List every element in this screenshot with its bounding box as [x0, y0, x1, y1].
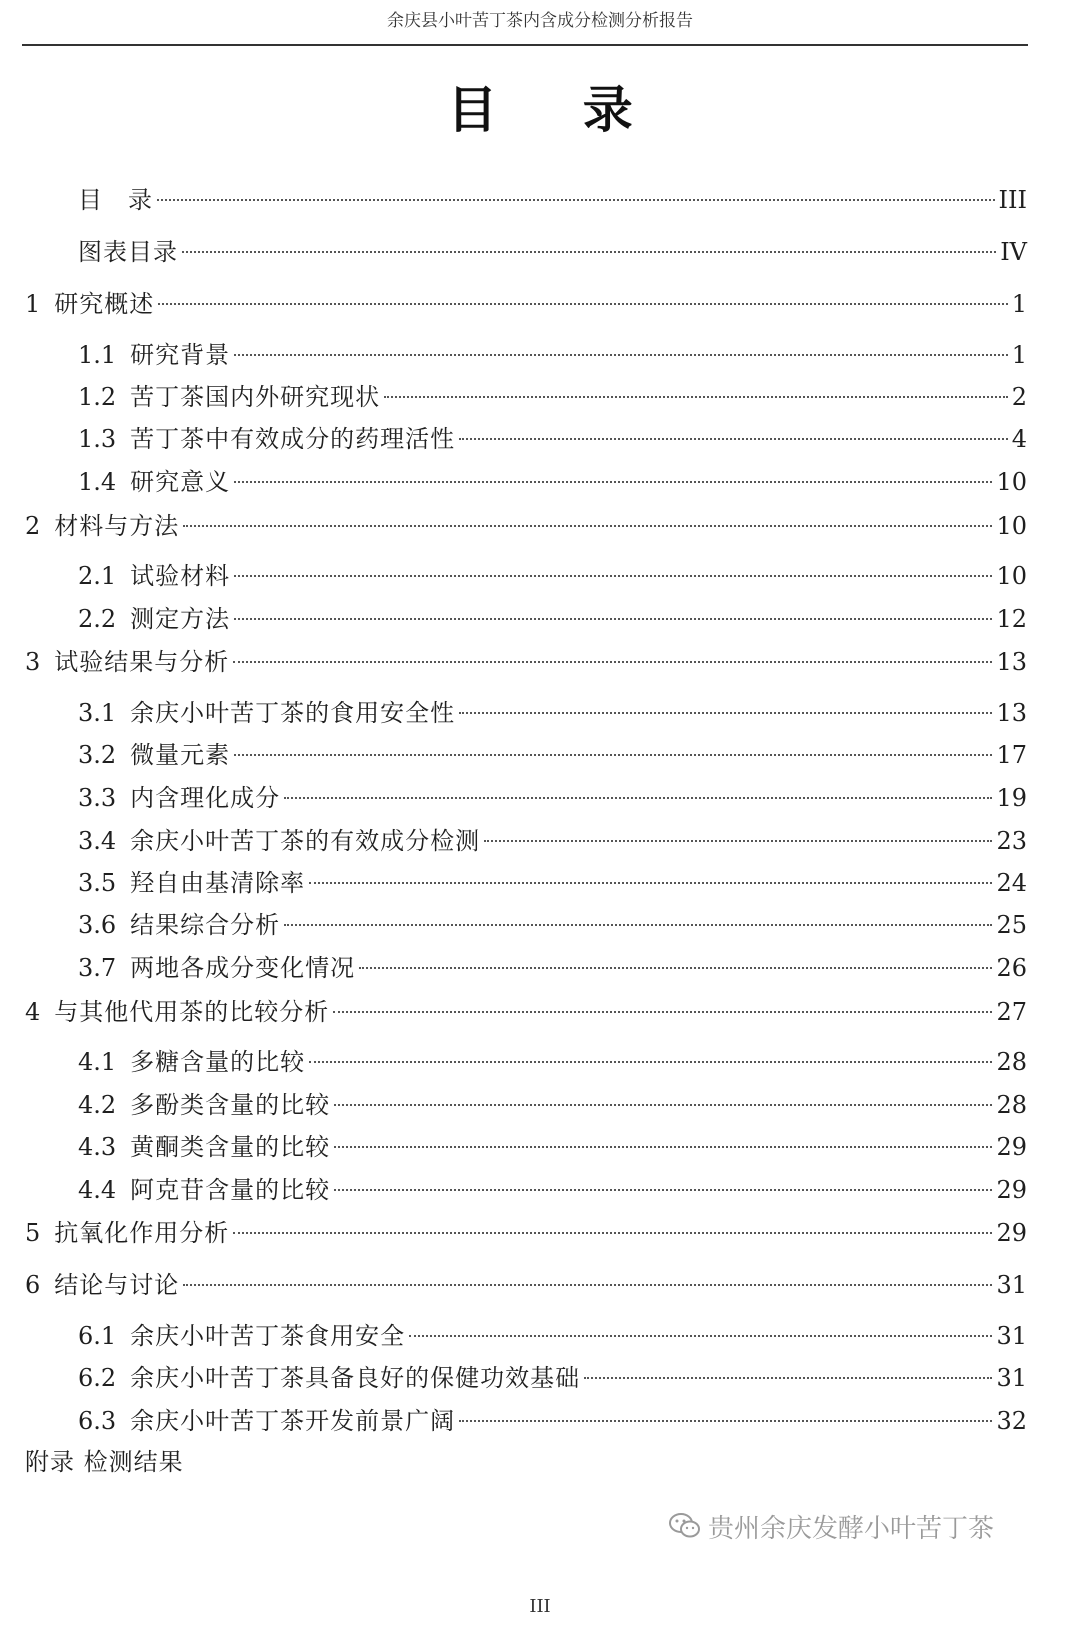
toc-dot-leader: [459, 1420, 992, 1422]
toc-dot-leader: [334, 1104, 992, 1106]
toc-entry-page: 10: [996, 562, 1027, 590]
toc-entry[interactable]: [0, 950, 1027, 986]
toc-entry-title: 余庆小叶苦丁茶具备良好的保健功效基础: [130, 1364, 581, 1392]
toc-entry[interactable]: [0, 865, 1027, 901]
toc-dot-leader: [234, 481, 992, 483]
toc-entry-number: 1: [25, 290, 41, 318]
toc-entry-title: 内含理化成分: [130, 784, 281, 812]
toc-entry-title: 余庆小叶苦丁茶的有效成分检测: [130, 827, 481, 855]
toc-dot-leader: [409, 1335, 992, 1337]
toc-dot-leader: [234, 575, 992, 577]
toc-entry-number: 4.1: [78, 1048, 117, 1076]
toc-entry-title: 研究背景: [130, 341, 231, 369]
toc-entry[interactable]: [0, 1215, 1027, 1251]
toc-entry-title: 微量元素: [130, 741, 231, 769]
toc-dot-leader: [233, 661, 992, 663]
toc-entry-page: 19: [996, 784, 1027, 812]
toc-entry-page: 29: [996, 1176, 1027, 1204]
toc-entry-number: 1.2: [78, 383, 117, 411]
toc-entry-number: 1.4: [78, 468, 117, 496]
toc-entry-title: 研究概述: [54, 290, 155, 318]
toc-entry-page: 17: [996, 741, 1027, 769]
toc-entry-number: 3.7: [78, 954, 117, 982]
toc-entry[interactable]: [0, 337, 1027, 373]
toc-entry-page: 25: [996, 911, 1027, 939]
toc-entry-number: 5: [25, 1219, 41, 1247]
toc-entry-title: 羟自由基清除率: [130, 869, 306, 897]
toc-entry-title: 图表目录: [78, 238, 178, 266]
toc-dot-leader: [183, 525, 992, 527]
toc-entry-page: 23: [996, 827, 1027, 855]
watermark: [668, 1506, 994, 1546]
toc-entry-page: 2: [1011, 383, 1027, 411]
toc-entry-title: 余庆小叶苦丁茶开发前景广阔: [130, 1407, 456, 1435]
toc-entry[interactable]: [0, 182, 1027, 218]
toc-entry[interactable]: [0, 1172, 1027, 1208]
toc-dot-leader: [309, 1061, 992, 1063]
toc-entry-page: 29: [996, 1219, 1027, 1247]
toc-entry-number: 3: [25, 648, 41, 676]
toc-dot-leader: [183, 1284, 992, 1286]
toc-entry-title: 苦丁茶中有效成分的药理活性: [130, 425, 456, 453]
toc-entry-number: 3.3: [78, 784, 117, 812]
toc-entry[interactable]: [0, 601, 1027, 637]
toc-entry-number: 2.1: [78, 562, 117, 590]
toc-entry-page: 27: [996, 998, 1027, 1026]
toc-entry-page: 31: [996, 1271, 1027, 1299]
toc-entry-number: 3.5: [78, 869, 117, 897]
toc-entry-page: 1: [1011, 290, 1027, 318]
toc-dot-leader: [158, 303, 1007, 305]
toc-entry-title: 抗氧化作用分析: [54, 1219, 230, 1247]
toc-entry[interactable]: [0, 1267, 1027, 1303]
toc-dot-leader: [359, 967, 992, 969]
toc-entry[interactable]: [0, 1318, 1027, 1354]
toc-entry[interactable]: [0, 823, 1027, 859]
toc-entry[interactable]: [0, 994, 1027, 1030]
toc-entry-title: 试验结果与分析: [54, 648, 230, 676]
toc-entry-page: 32: [996, 1407, 1027, 1435]
toc-entry[interactable]: [0, 737, 1027, 773]
toc-entry-number: 3.6: [78, 911, 117, 939]
toc-dot-leader: [234, 754, 992, 756]
toc-dot-leader: [234, 354, 1008, 356]
toc-entry-number: 6.2: [78, 1364, 117, 1392]
toc-entry-number: 1.3: [78, 425, 117, 453]
toc-entry[interactable]: [0, 780, 1027, 816]
toc-dot-leader: [459, 712, 992, 714]
toc-entry-title: 试验材料: [130, 562, 231, 590]
toc-entry[interactable]: [0, 508, 1027, 544]
toc-entry-page: 10: [996, 468, 1027, 496]
toc-entry[interactable]: [0, 1087, 1027, 1123]
toc-entry[interactable]: [0, 558, 1027, 594]
toc-entry[interactable]: [0, 1403, 1027, 1439]
toc-dot-leader: [333, 1011, 992, 1013]
toc-entry[interactable]: [0, 1044, 1027, 1080]
toc-entry-number: 4.4: [78, 1176, 117, 1204]
toc-entry-title: 多酚类含量的比较: [130, 1091, 331, 1119]
toc-entry-page: 12: [996, 605, 1027, 633]
toc-entry[interactable]: [0, 379, 1027, 415]
toc-entry-title: 余庆小叶苦丁茶食用安全: [130, 1322, 406, 1350]
toc-dot-leader: [234, 618, 992, 620]
page-title: 目 录: [447, 80, 667, 139]
toc-entry-number: 4.3: [78, 1133, 117, 1161]
running-header: 余庆县小叶苦丁茶内含成分检测分析报告: [387, 11, 693, 31]
toc-dot-leader: [233, 1232, 992, 1234]
toc-entry-number: 3.1: [78, 699, 117, 727]
toc-entry[interactable]: [0, 1129, 1027, 1165]
appendix-entry[interactable]: 附录 检测结果: [25, 1448, 184, 1476]
toc-entry-title: 苦丁茶国内外研究现状: [130, 383, 381, 411]
toc-entry-title: 研究意义: [130, 468, 231, 496]
toc-entry-page: 24: [996, 869, 1027, 897]
toc-entry[interactable]: [0, 421, 1027, 457]
toc-entry-number: 1.1: [78, 341, 117, 369]
toc-dot-leader: [584, 1377, 992, 1379]
toc-entry-page: III: [998, 186, 1027, 214]
toc-entry-page: 1: [1011, 341, 1027, 369]
toc-entry-title: 测定方法: [130, 605, 231, 633]
toc-entry-title: 与其他代用茶的比较分析: [54, 998, 330, 1026]
toc-entry-number: 2: [25, 512, 41, 540]
toc-dot-leader: [484, 840, 992, 842]
toc-entry-page: 31: [996, 1322, 1027, 1350]
toc-dot-leader: [334, 1146, 992, 1148]
toc-entry[interactable]: [0, 1360, 1027, 1396]
toc-entry[interactable]: [0, 695, 1027, 731]
toc-entry[interactable]: [0, 234, 1027, 270]
toc-dot-leader: [334, 1189, 992, 1191]
toc-entry-page: 29: [996, 1133, 1027, 1161]
toc-entry-title: 黄酮类含量的比较: [130, 1133, 331, 1161]
toc-entry-number: 6.1: [78, 1322, 117, 1350]
toc-entry-title: 材料与方法: [54, 512, 180, 540]
toc-entry-title: 两地各成分变化情况: [130, 954, 356, 982]
toc-entry-title: 结论与讨论: [54, 1271, 180, 1299]
toc-entry-page: 26: [996, 954, 1027, 982]
toc-entry-number: 2.2: [78, 605, 117, 633]
toc-entry-number: 3.2: [78, 741, 117, 769]
toc-entry-title: 多糖含量的比较: [130, 1048, 306, 1076]
wechat-icon: [668, 1511, 702, 1541]
toc-dot-leader: [459, 438, 1008, 440]
toc-entry[interactable]: [0, 907, 1027, 943]
toc-entry-page: 31: [996, 1364, 1027, 1392]
toc-dot-leader: [384, 396, 1008, 398]
toc-entry-title: 余庆小叶苦丁茶的食用安全性: [130, 699, 456, 727]
toc-entry-number: 6: [25, 1271, 41, 1299]
toc-entry-title: 阿克苷含量的比较: [130, 1176, 331, 1204]
toc-dot-leader: [309, 882, 992, 884]
toc-entry-page: 28: [996, 1091, 1027, 1119]
toc-entry-title: 结果综合分析: [130, 911, 281, 939]
toc-entry-page: 28: [996, 1048, 1027, 1076]
toc-dot-leader: [284, 797, 992, 799]
toc-dot-leader: [182, 251, 996, 253]
toc-entry-number: 4.2: [78, 1091, 117, 1119]
page-number: III: [529, 1596, 551, 1617]
toc-entry-title: 目 录: [78, 186, 153, 214]
toc-entry-page: 4: [1011, 425, 1027, 453]
toc-entry-page: 10: [996, 512, 1027, 540]
toc-entry-page: 13: [996, 699, 1027, 727]
toc-entry[interactable]: [0, 464, 1027, 500]
toc-dot-leader: [284, 924, 992, 926]
toc-entry-page: IV: [1000, 238, 1027, 266]
toc-entry[interactable]: [0, 286, 1027, 322]
toc-entry-number: 3.4: [78, 827, 117, 855]
toc-entry[interactable]: [0, 644, 1027, 680]
toc-entry-number: 6.3: [78, 1407, 117, 1435]
toc-dot-leader: [157, 199, 995, 201]
toc-entry-number: 4: [25, 998, 41, 1026]
watermark-text: 贵州余庆发酵小叶苦丁茶: [708, 1513, 995, 1544]
toc-entry-page: 13: [996, 648, 1027, 676]
